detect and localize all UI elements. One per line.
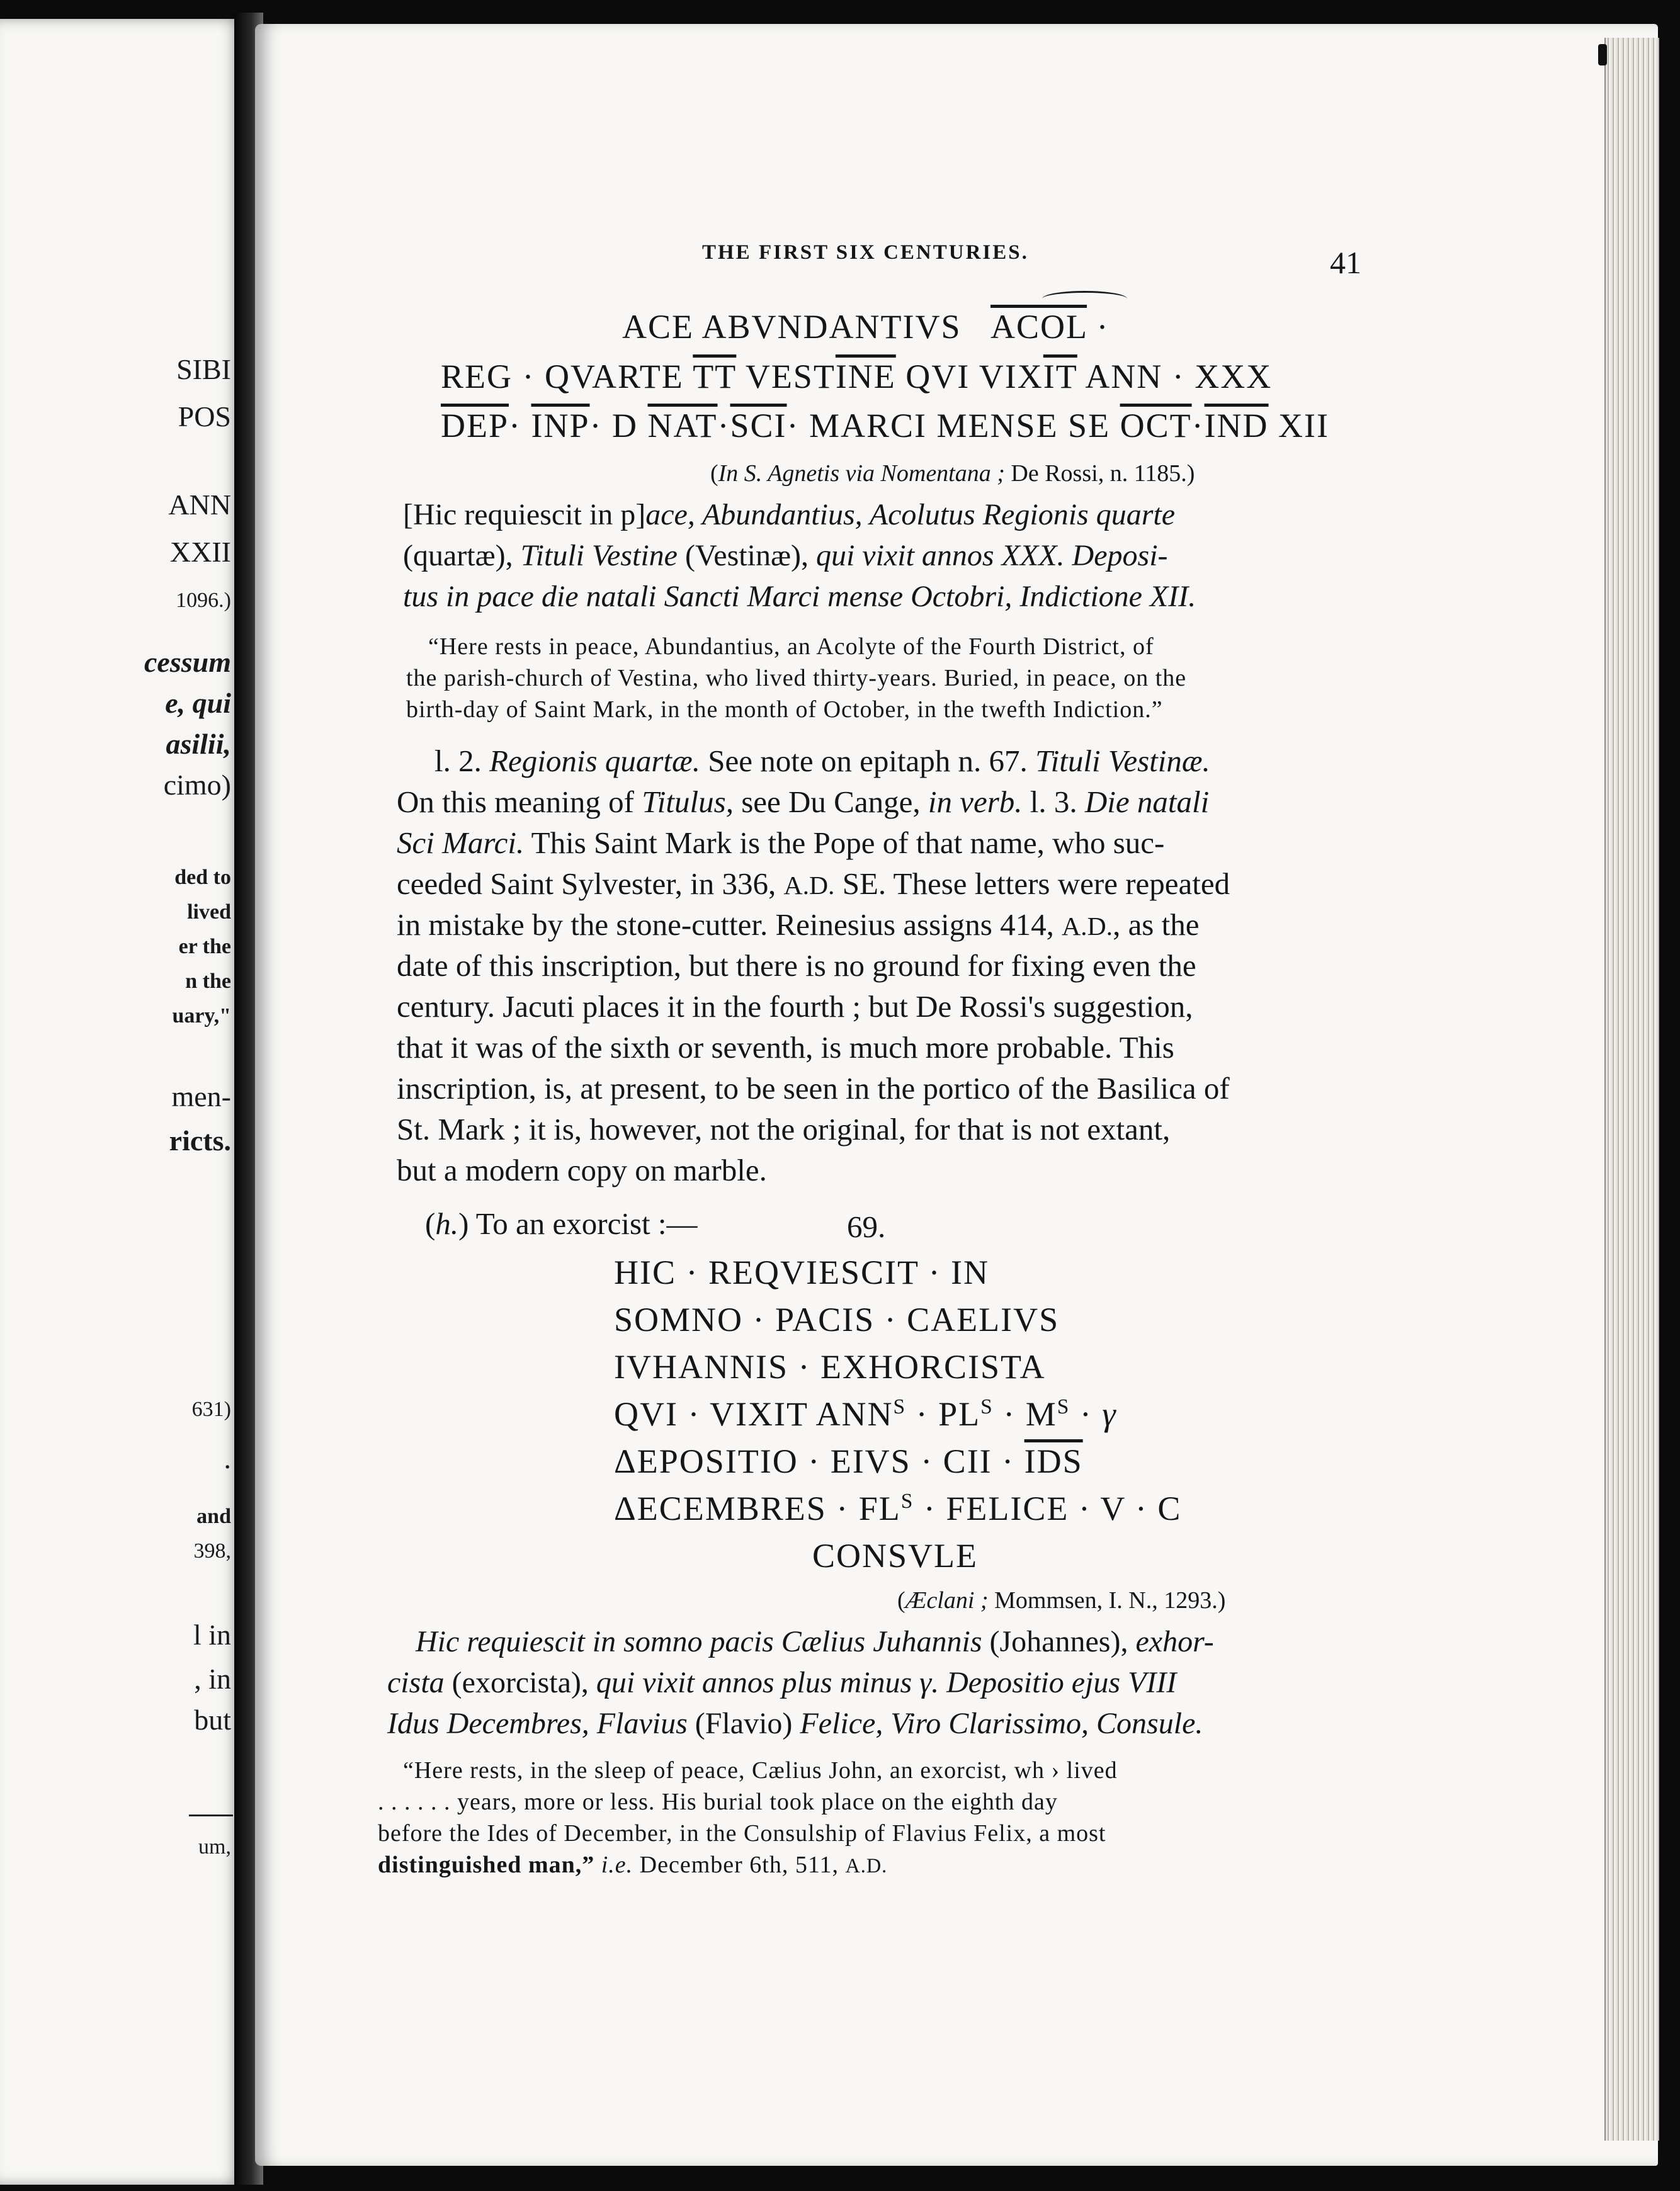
latin-expansion-line: [Hic requiescit in p]ace, Abundantius, Acolutus Regionis quarte	[403, 498, 1176, 531]
fragment-line: asilii,	[166, 728, 231, 760]
inscription-line: ΔECEMBRES · $FL^S$ · FELICE · V · C	[614, 1490, 1182, 1527]
translation-line: birth-day of Saint Mark, in the month of October, in the twefth Indiction.”	[406, 696, 1163, 723]
inscription-line: REG · QVARTE $\overline{TT}$ $VEST\overline{INE}$ QVI $VIX\overline{IT}$ ANN · XXX	[441, 358, 1273, 395]
inscription-line: IVHANNIS · EXHORCISTA	[614, 1348, 1046, 1386]
latin-expansion-line: cista (exorcista), qui vixit annos plus minus γ. Depositio ejus VIII	[387, 1666, 1177, 1699]
note-line: date of this inscription, but there is no ground for fixing even the	[397, 948, 1196, 983]
inscription-line: QVI · VIXIT $ANN^S \cdot PL^S \cdot M^S \cdot \gamma$	[614, 1395, 1117, 1433]
note-line: in mistake by the stone-cutter. Reinesius assigns 414, A.D., as the	[397, 907, 1200, 942]
translation-line: “Here rests in peace, Abundantius, an Acolyte of the Fourth District, of	[428, 633, 1154, 660]
fragment-line: SIBI	[176, 353, 231, 385]
epitaph-number: 69.	[847, 1209, 886, 1244]
fragment-line: l in	[193, 1619, 231, 1651]
page-corner-mark	[1598, 44, 1607, 65]
latin-expansion-line: Idus Decembres, Flavius (Flavio) Felice, Viro Clarissimo, Consule.	[387, 1707, 1203, 1740]
fragment-line: 1096.)	[176, 589, 231, 612]
page-number: 41	[1330, 245, 1361, 280]
fragment-line: men-	[171, 1080, 231, 1112]
fragment-line: um,	[198, 1835, 231, 1859]
inscription-line: ACE ABVNDANTIVS ACOL ·	[622, 308, 1110, 346]
page-edges	[1604, 38, 1659, 2141]
note-line: l. 2. Regionis quartæ. See note on epitaph n. 67. Tituli Vestinæ.	[434, 744, 1210, 778]
previous-page-fragment	[0, 19, 242, 2185]
latin-expansion-line: tus in pace die natali Sancti Marci mense Octobri, Indictione XII.	[403, 580, 1196, 613]
fragment-line: cimo)	[163, 769, 231, 801]
source-citation: (In S. Agnetis via Nomentana ; De Rossi, n. 1185.)	[710, 460, 1195, 487]
fragment-line: n the	[185, 970, 231, 993]
fragment-line: uary,"	[172, 1004, 231, 1028]
translation-line: . . . . . . years, more or less. His burial took place on the eighth day	[378, 1789, 1058, 1815]
divider-rule	[189, 1815, 233, 1816]
ligature-mark	[1042, 291, 1127, 307]
note-line: that it was of the sixth or seventh, is much more probable. This	[397, 1030, 1174, 1065]
note-line: On this meaning of Titulus, see Du Cange, in verb. l. 3. Die natali	[397, 784, 1210, 819]
fragment-line: ricts.	[169, 1124, 231, 1157]
inscription-line: $\overline{DEP}\cdot \overline{INP}\cdot D$ $\overline{NAT}\cdot\overline{SCI}\cdot$ MARCI MENSE SE $\overline{OCT}\cdot\overline{IND}$ XII	[441, 407, 1330, 444]
fragment-line: XXII	[169, 536, 231, 568]
note-line: ceeded Saint Sylvester, in 336, A.D. SE. These letters were repeated	[397, 866, 1230, 901]
note-line: but a modern copy on marble.	[397, 1153, 767, 1187]
fragment-line: 398,	[193, 1539, 231, 1563]
translation-line: “Here rests, in the sleep of peace, Cælius John, an exorcist, wh › lived	[403, 1757, 1118, 1784]
note-line: century. Jacuti places it in the fourth ; but De Rossi's suggestion,	[397, 989, 1193, 1024]
fragment-line: ANN	[168, 489, 231, 521]
fragment-line: 631)	[191, 1398, 231, 1421]
fragment-line: cessum	[144, 646, 231, 678]
section-intro: (h.) To an exorcist :—	[425, 1206, 698, 1241]
fragment-line: .	[224, 1442, 231, 1475]
running-head: THE FIRST SIX CENTURIES.	[702, 241, 1029, 264]
inscription-line: ΔEPOSITIO · EIVS · CII · $\overline{IDS}$	[614, 1442, 1083, 1480]
fragment-line: but	[194, 1704, 231, 1736]
fragment-line: ded to	[174, 866, 231, 889]
fragment-line: , in	[194, 1663, 231, 1695]
translation-line: the parish-church of Vestina, who lived thirty-years. Buried, in peace, on the	[406, 665, 1187, 691]
note-line: Sci Marci. This Saint Mark is the Pope of that name, who suc-	[397, 825, 1165, 860]
inscription-line: HIC · REQVIESCIT · IN	[614, 1254, 989, 1291]
fragment-line: POS	[178, 400, 231, 433]
latin-expansion-line: (quartæ), Tituli Vestine (Vestinæ), qui vixit annos XXX. Deposi-	[403, 539, 1168, 572]
note-line: inscription, is, at present, to be seen in the portico of the Basilica of	[397, 1071, 1230, 1106]
fragment-line: and	[196, 1505, 231, 1528]
note-line: St. Mark ; it is, however, not the original, for that is not extant,	[397, 1112, 1171, 1146]
fragment-line: e, qui	[165, 687, 231, 719]
inscription-line: SOMNO · PACIS · CAELIVS	[614, 1301, 1060, 1339]
source-citation: (Æclani ; Mommsen, I. N., 1293.)	[897, 1587, 1226, 1614]
fragment-line: lived	[187, 900, 231, 924]
fragment-line: er the	[178, 935, 231, 958]
inscription-line: CONSVLE	[812, 1537, 979, 1575]
translation-line: distinguished man,” i.e. December 6th, 511, A.D.	[378, 1852, 888, 1878]
translation-line: before the Ides of December, in the Consulship of Flavius Felix, a most	[378, 1820, 1106, 1847]
latin-expansion-line: Hic requiescit in somno pacis Cælius Juhannis (Johannes), exhor-	[416, 1625, 1214, 1658]
